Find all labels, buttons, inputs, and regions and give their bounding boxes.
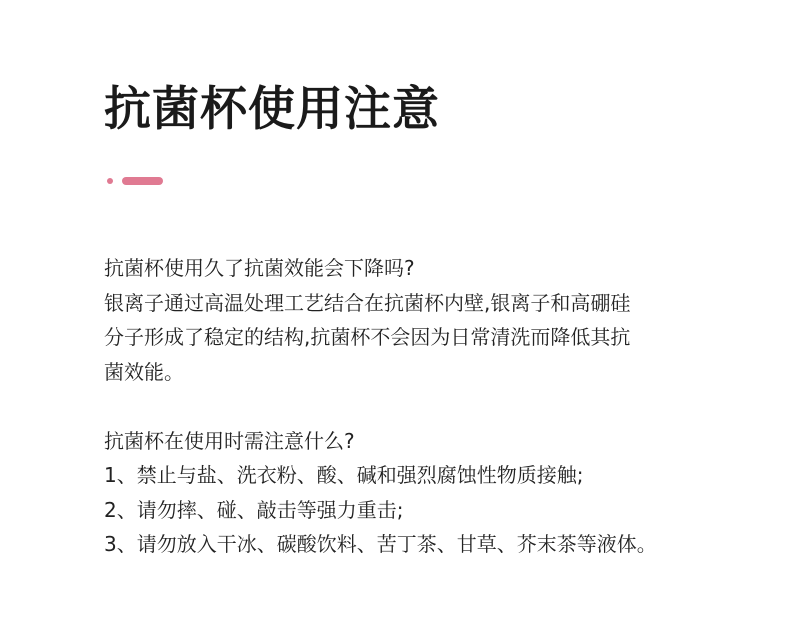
accent-bar xyxy=(122,177,163,185)
section1-answer-line: 菌效能。 xyxy=(104,359,184,384)
section2-question: 抗菌杯在使用时需注意什么? xyxy=(104,428,355,453)
precaution-item: 2、请勿摔、碰、敲击等强力重击; xyxy=(104,497,404,522)
section1-answer-line: 银离子通过高温处理工艺结合在抗菌杯内壁,银离子和高硼硅 xyxy=(104,290,631,315)
article-body xyxy=(104,251,744,562)
accent-dot xyxy=(107,178,113,184)
title-accent-divider xyxy=(107,177,167,185)
paragraph-gap xyxy=(104,389,744,424)
precaution-item: 1、禁止与盐、洗衣粉、酸、碱和强烈腐蚀性物质接触; xyxy=(104,463,584,487)
page-title: 抗菌杯使用注意 xyxy=(104,82,440,137)
section1-answer-line: 分子形成了稳定的结构,抗菌杯不会因为日常清洗而降低其抗 xyxy=(104,325,631,349)
section1-question: 抗菌杯使用久了抗菌效能会下降吗? xyxy=(104,256,415,280)
precaution-item: 3、请勿放入干冰、碳酸饮料、苦丁茶、甘草、芥末茶等液体。 xyxy=(104,532,657,556)
